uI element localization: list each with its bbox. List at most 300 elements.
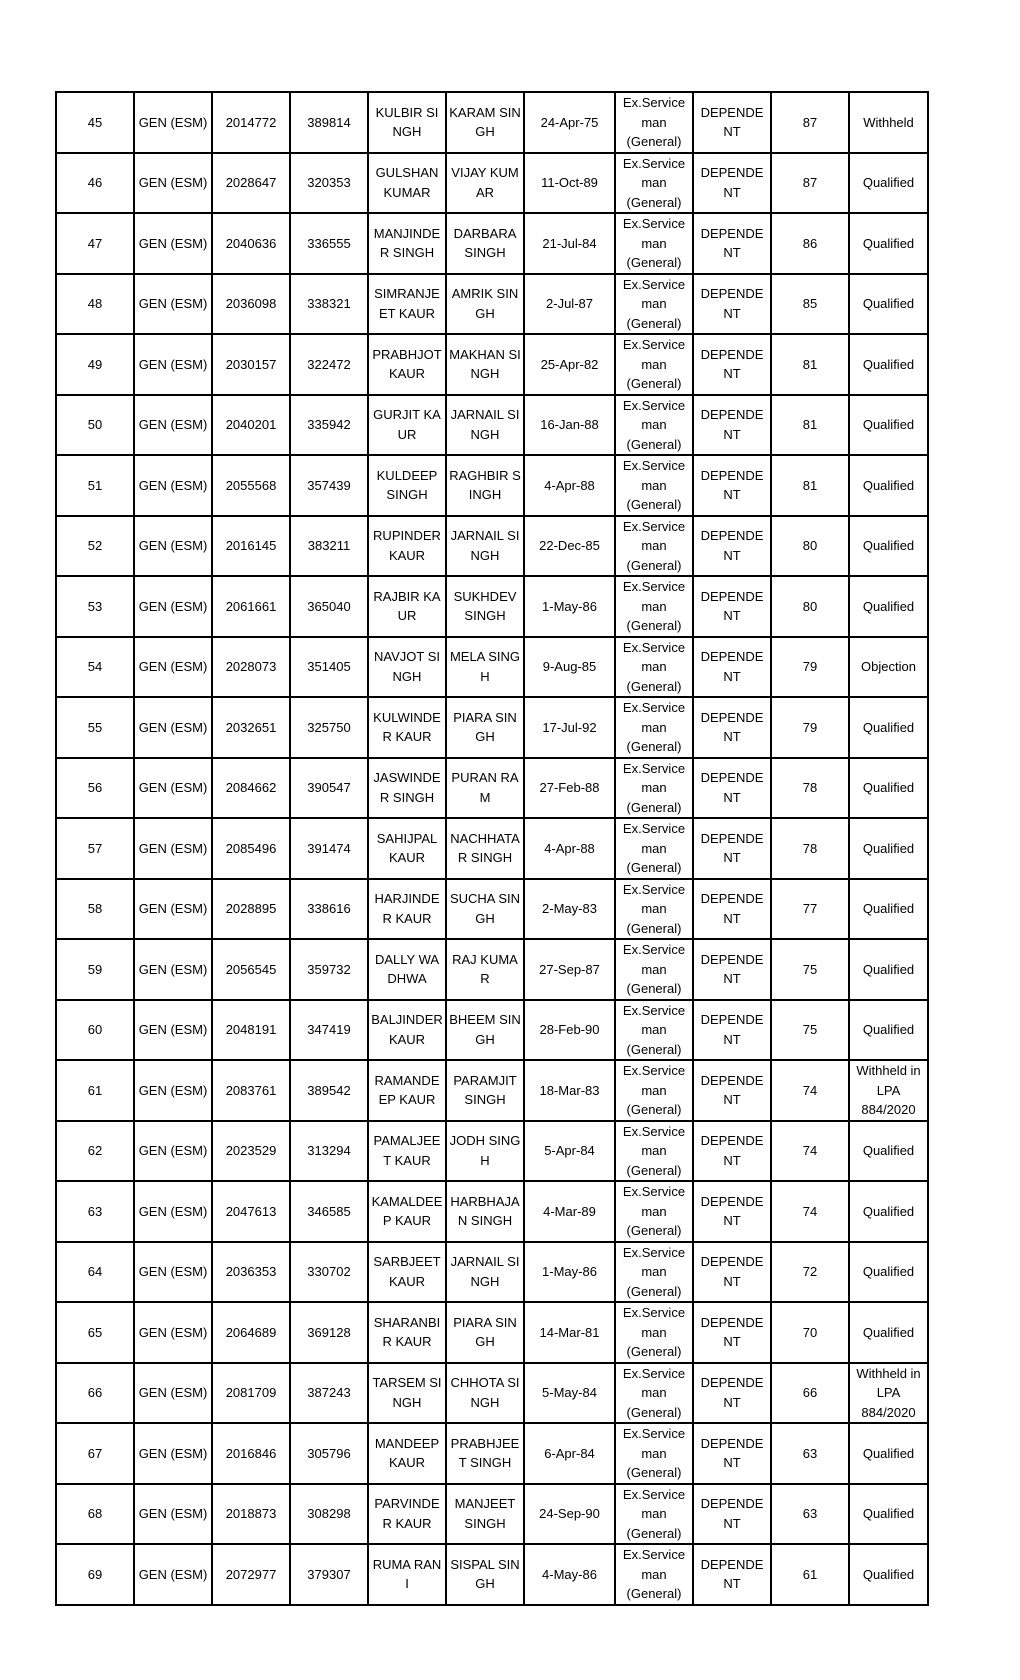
cell-dob: 22-Dec-85 [524, 516, 615, 577]
cell-category: GEN (ESM) [134, 818, 212, 879]
cell-marks: 63 [771, 1423, 849, 1484]
cell-quota: Ex.Service man (General) [615, 1544, 693, 1605]
cell-type: DEPENDENT [693, 274, 771, 335]
cell-roll-no: 2072977 [212, 1544, 290, 1605]
cell-name: SAHIJPAL KAUR [368, 818, 446, 879]
table-row [56, 939, 928, 1000]
cell-sr-no: 46 [56, 153, 134, 214]
cell-category: GEN (ESM) [134, 1242, 212, 1303]
cell-quota: Ex.Service man (General) [615, 1000, 693, 1061]
cell-name: TARSEM SINGH [368, 1363, 446, 1424]
cell-marks: 75 [771, 939, 849, 1000]
cell-marks: 80 [771, 576, 849, 637]
result-table-body [56, 92, 928, 1605]
cell-dob: 4-May-86 [524, 1544, 615, 1605]
cell-type: DEPENDENT [693, 334, 771, 395]
cell-marks: 78 [771, 818, 849, 879]
cell-sr-no: 68 [56, 1484, 134, 1545]
cell-dob: 24-Apr-75 [524, 92, 615, 153]
table-row [56, 274, 928, 335]
cell-application-no: 347419 [290, 1000, 368, 1061]
cell-quota: Ex.Service man (General) [615, 1484, 693, 1545]
cell-name: PAMALJEET KAUR [368, 1121, 446, 1182]
cell-father-name: PARAMJIT SINGH [446, 1060, 524, 1121]
cell-dob: 5-May-84 [524, 1363, 615, 1424]
cell-category: GEN (ESM) [134, 1060, 212, 1121]
cell-status: Withheld [849, 92, 928, 153]
cell-father-name: VIJAY KUMAR [446, 153, 524, 214]
cell-type: DEPENDENT [693, 939, 771, 1000]
cell-sr-no: 65 [56, 1302, 134, 1363]
cell-name: MANDEEP KAUR [368, 1423, 446, 1484]
cell-marks: 87 [771, 92, 849, 153]
cell-father-name: JARNAIL SINGH [446, 516, 524, 577]
cell-roll-no: 2056545 [212, 939, 290, 1000]
cell-status: Qualified [849, 1121, 928, 1182]
cell-category: GEN (ESM) [134, 576, 212, 637]
cell-status: Withheld in LPA 884/2020 [849, 1363, 928, 1424]
cell-dob: 28-Feb-90 [524, 1000, 615, 1061]
cell-name: GURJIT KAUR [368, 395, 446, 456]
cell-sr-no: 66 [56, 1363, 134, 1424]
cell-category: GEN (ESM) [134, 334, 212, 395]
cell-sr-no: 52 [56, 516, 134, 577]
cell-quota: Ex.Service man (General) [615, 939, 693, 1000]
cell-category: GEN (ESM) [134, 274, 212, 335]
cell-name: SARBJEET KAUR [368, 1242, 446, 1303]
table-row [56, 1302, 928, 1363]
cell-application-no: 322472 [290, 334, 368, 395]
cell-name: RUPINDER KAUR [368, 516, 446, 577]
cell-application-no: 325750 [290, 697, 368, 758]
cell-dob: 6-Apr-84 [524, 1423, 615, 1484]
cell-application-no: 359732 [290, 939, 368, 1000]
cell-sr-no: 58 [56, 879, 134, 940]
cell-application-no: 351405 [290, 637, 368, 698]
cell-status: Qualified [849, 939, 928, 1000]
table-row [56, 576, 928, 637]
cell-category: GEN (ESM) [134, 939, 212, 1000]
cell-roll-no: 2040636 [212, 213, 290, 274]
cell-type: DEPENDENT [693, 576, 771, 637]
cell-quota: Ex.Service man (General) [615, 576, 693, 637]
cell-sr-no: 61 [56, 1060, 134, 1121]
cell-quota: Ex.Service man (General) [615, 1121, 693, 1182]
cell-father-name: MAKHAN SINGH [446, 334, 524, 395]
cell-roll-no: 2028073 [212, 637, 290, 698]
cell-type: DEPENDENT [693, 395, 771, 456]
cell-dob: 21-Jul-84 [524, 213, 615, 274]
cell-father-name: MANJEET SINGH [446, 1484, 524, 1545]
cell-name: KULDEEP SINGH [368, 455, 446, 516]
cell-father-name: RAGHBIR SINGH [446, 455, 524, 516]
cell-sr-no: 56 [56, 758, 134, 819]
cell-quota: Ex.Service man (General) [615, 1302, 693, 1363]
cell-dob: 1-May-86 [524, 576, 615, 637]
cell-father-name: KARAM SINGH [446, 92, 524, 153]
cell-name: DALLY WADHWA [368, 939, 446, 1000]
cell-father-name: JODH SINGH [446, 1121, 524, 1182]
cell-dob: 2-May-83 [524, 879, 615, 940]
cell-status: Qualified [849, 213, 928, 274]
table-row [56, 153, 928, 214]
cell-quota: Ex.Service man (General) [615, 1423, 693, 1484]
cell-sr-no: 55 [56, 697, 134, 758]
cell-roll-no: 2014772 [212, 92, 290, 153]
cell-father-name: BHEEM SINGH [446, 1000, 524, 1061]
cell-status: Qualified [849, 879, 928, 940]
cell-type: DEPENDENT [693, 758, 771, 819]
cell-status: Objection [849, 637, 928, 698]
cell-application-no: 320353 [290, 153, 368, 214]
cell-application-no: 383211 [290, 516, 368, 577]
cell-type: DEPENDENT [693, 1302, 771, 1363]
cell-category: GEN (ESM) [134, 758, 212, 819]
cell-name: KULBIR SINGH [368, 92, 446, 153]
cell-category: GEN (ESM) [134, 455, 212, 516]
cell-sr-no: 50 [56, 395, 134, 456]
cell-father-name: AMRIK SINGH [446, 274, 524, 335]
cell-marks: 66 [771, 1363, 849, 1424]
cell-type: DEPENDENT [693, 1242, 771, 1303]
cell-name: KAMALDEEP KAUR [368, 1181, 446, 1242]
cell-name: SIMRANJEET KAUR [368, 274, 446, 335]
cell-application-no: 389814 [290, 92, 368, 153]
cell-dob: 27-Feb-88 [524, 758, 615, 819]
cell-roll-no: 2023529 [212, 1121, 290, 1182]
cell-roll-no: 2040201 [212, 395, 290, 456]
cell-dob: 4-Apr-88 [524, 818, 615, 879]
cell-type: DEPENDENT [693, 1060, 771, 1121]
cell-application-no: 391474 [290, 818, 368, 879]
cell-dob: 14-Mar-81 [524, 1302, 615, 1363]
cell-name: NAVJOT SINGH [368, 637, 446, 698]
cell-dob: 25-Apr-82 [524, 334, 615, 395]
cell-type: DEPENDENT [693, 455, 771, 516]
cell-marks: 80 [771, 516, 849, 577]
cell-category: GEN (ESM) [134, 1423, 212, 1484]
cell-marks: 81 [771, 455, 849, 516]
cell-quota: Ex.Service man (General) [615, 213, 693, 274]
cell-name: PARVINDER KAUR [368, 1484, 446, 1545]
cell-roll-no: 2032651 [212, 697, 290, 758]
table-row [56, 92, 928, 153]
result-table [55, 91, 929, 1606]
cell-quota: Ex.Service man (General) [615, 637, 693, 698]
cell-sr-no: 59 [56, 939, 134, 1000]
cell-type: DEPENDENT [693, 1363, 771, 1424]
cell-marks: 74 [771, 1181, 849, 1242]
cell-dob: 4-Apr-88 [524, 455, 615, 516]
cell-type: DEPENDENT [693, 92, 771, 153]
cell-sr-no: 69 [56, 1544, 134, 1605]
cell-father-name: SUCHA SINGH [446, 879, 524, 940]
table-row [56, 1363, 928, 1424]
cell-name: BALJINDER KAUR [368, 1000, 446, 1061]
cell-father-name: SISPAL SINGH [446, 1544, 524, 1605]
cell-quota: Ex.Service man (General) [615, 879, 693, 940]
cell-application-no: 330702 [290, 1242, 368, 1303]
cell-quota: Ex.Service man (General) [615, 334, 693, 395]
table-row [56, 1060, 928, 1121]
cell-status: Qualified [849, 153, 928, 214]
cell-quota: Ex.Service man (General) [615, 153, 693, 214]
cell-type: DEPENDENT [693, 213, 771, 274]
cell-category: GEN (ESM) [134, 92, 212, 153]
cell-marks: 81 [771, 334, 849, 395]
table-row [56, 1121, 928, 1182]
cell-application-no: 338321 [290, 274, 368, 335]
cell-sr-no: 45 [56, 92, 134, 153]
cell-marks: 77 [771, 879, 849, 940]
cell-marks: 78 [771, 758, 849, 819]
cell-dob: 9-Aug-85 [524, 637, 615, 698]
cell-sr-no: 49 [56, 334, 134, 395]
cell-dob: 2-Jul-87 [524, 274, 615, 335]
cell-sr-no: 67 [56, 1423, 134, 1484]
cell-dob: 24-Sep-90 [524, 1484, 615, 1545]
cell-father-name: PIARA SINGH [446, 697, 524, 758]
cell-dob: 27-Sep-87 [524, 939, 615, 1000]
cell-category: GEN (ESM) [134, 153, 212, 214]
cell-sr-no: 63 [56, 1181, 134, 1242]
cell-father-name: HARBHAJAN SINGH [446, 1181, 524, 1242]
cell-dob: 4-Mar-89 [524, 1181, 615, 1242]
cell-category: GEN (ESM) [134, 1302, 212, 1363]
cell-quota: Ex.Service man (General) [615, 1181, 693, 1242]
cell-roll-no: 2036098 [212, 274, 290, 335]
cell-dob: 18-Mar-83 [524, 1060, 615, 1121]
cell-type: DEPENDENT [693, 1000, 771, 1061]
cell-application-no: 335942 [290, 395, 368, 456]
cell-type: DEPENDENT [693, 516, 771, 577]
cell-marks: 81 [771, 395, 849, 456]
cell-name: RAJBIR KAUR [368, 576, 446, 637]
cell-category: GEN (ESM) [134, 516, 212, 577]
cell-roll-no: 2083761 [212, 1060, 290, 1121]
cell-status: Qualified [849, 395, 928, 456]
cell-name: HARJINDER KAUR [368, 879, 446, 940]
cell-roll-no: 2085496 [212, 818, 290, 879]
cell-roll-no: 2084662 [212, 758, 290, 819]
cell-category: GEN (ESM) [134, 1544, 212, 1605]
cell-dob: 16-Jan-88 [524, 395, 615, 456]
cell-father-name: JARNAIL SINGH [446, 395, 524, 456]
table-row [56, 637, 928, 698]
cell-sr-no: 57 [56, 818, 134, 879]
cell-roll-no: 2028895 [212, 879, 290, 940]
cell-name: RUMA RANI [368, 1544, 446, 1605]
cell-marks: 79 [771, 697, 849, 758]
cell-roll-no: 2064689 [212, 1302, 290, 1363]
cell-status: Qualified [849, 758, 928, 819]
cell-application-no: 338616 [290, 879, 368, 940]
cell-roll-no: 2016846 [212, 1423, 290, 1484]
cell-father-name: MELA SINGH [446, 637, 524, 698]
cell-type: DEPENDENT [693, 879, 771, 940]
cell-quota: Ex.Service man (General) [615, 455, 693, 516]
cell-sr-no: 48 [56, 274, 134, 335]
cell-application-no: 336555 [290, 213, 368, 274]
cell-sr-no: 51 [56, 455, 134, 516]
cell-marks: 61 [771, 1544, 849, 1605]
cell-type: DEPENDENT [693, 818, 771, 879]
cell-sr-no: 47 [56, 213, 134, 274]
cell-status: Qualified [849, 697, 928, 758]
cell-father-name: JARNAIL SINGH [446, 1242, 524, 1303]
table-row [56, 1242, 928, 1303]
cell-marks: 74 [771, 1121, 849, 1182]
cell-dob: 11-Oct-89 [524, 153, 615, 214]
cell-father-name: PRABHJEET SINGH [446, 1423, 524, 1484]
cell-application-no: 365040 [290, 576, 368, 637]
cell-name: PRABHJOT KAUR [368, 334, 446, 395]
cell-quota: Ex.Service man (General) [615, 1363, 693, 1424]
cell-status: Qualified [849, 1302, 928, 1363]
cell-dob: 17-Jul-92 [524, 697, 615, 758]
cell-type: DEPENDENT [693, 637, 771, 698]
cell-application-no: 305796 [290, 1423, 368, 1484]
cell-status: Qualified [849, 1181, 928, 1242]
cell-sr-no: 64 [56, 1242, 134, 1303]
cell-status: Qualified [849, 1000, 928, 1061]
cell-name: GULSHAN KUMAR [368, 153, 446, 214]
cell-marks: 75 [771, 1000, 849, 1061]
cell-application-no: 313294 [290, 1121, 368, 1182]
cell-category: GEN (ESM) [134, 1121, 212, 1182]
cell-application-no: 357439 [290, 455, 368, 516]
cell-name: SHARANBIR KAUR [368, 1302, 446, 1363]
cell-marks: 87 [771, 153, 849, 214]
cell-category: GEN (ESM) [134, 1000, 212, 1061]
cell-application-no: 369128 [290, 1302, 368, 1363]
cell-roll-no: 2047613 [212, 1181, 290, 1242]
cell-application-no: 390547 [290, 758, 368, 819]
cell-category: GEN (ESM) [134, 697, 212, 758]
cell-marks: 79 [771, 637, 849, 698]
cell-category: GEN (ESM) [134, 213, 212, 274]
cell-father-name: PIARA SINGH [446, 1302, 524, 1363]
table-row [56, 334, 928, 395]
cell-status: Qualified [849, 516, 928, 577]
cell-name: MANJINDER SINGH [368, 213, 446, 274]
cell-quota: Ex.Service man (General) [615, 516, 693, 577]
cell-marks: 72 [771, 1242, 849, 1303]
cell-status: Withheld in LPA 884/2020 [849, 1060, 928, 1121]
cell-quota: Ex.Service man (General) [615, 1242, 693, 1303]
cell-roll-no: 2016145 [212, 516, 290, 577]
cell-type: DEPENDENT [693, 1181, 771, 1242]
cell-father-name: CHHOTA SINGH [446, 1363, 524, 1424]
table-row [56, 455, 928, 516]
cell-quota: Ex.Service man (General) [615, 1060, 693, 1121]
cell-name: JASWINDER SINGH [368, 758, 446, 819]
cell-type: DEPENDENT [693, 1423, 771, 1484]
cell-sr-no: 62 [56, 1121, 134, 1182]
cell-status: Qualified [849, 1242, 928, 1303]
cell-marks: 85 [771, 274, 849, 335]
cell-category: GEN (ESM) [134, 1363, 212, 1424]
cell-status: Qualified [849, 334, 928, 395]
cell-status: Qualified [849, 818, 928, 879]
cell-dob: 1-May-86 [524, 1242, 615, 1303]
cell-father-name: SUKHDEV SINGH [446, 576, 524, 637]
cell-roll-no: 2048191 [212, 1000, 290, 1061]
cell-category: GEN (ESM) [134, 879, 212, 940]
cell-marks: 63 [771, 1484, 849, 1545]
cell-status: Qualified [849, 274, 928, 335]
cell-type: DEPENDENT [693, 1484, 771, 1545]
cell-sr-no: 60 [56, 1000, 134, 1061]
cell-roll-no: 2036353 [212, 1242, 290, 1303]
cell-sr-no: 54 [56, 637, 134, 698]
table-row [56, 1181, 928, 1242]
cell-type: DEPENDENT [693, 153, 771, 214]
cell-status: Qualified [849, 1544, 928, 1605]
cell-status: Qualified [849, 455, 928, 516]
cell-type: DEPENDENT [693, 1544, 771, 1605]
table-row [56, 1000, 928, 1061]
cell-quota: Ex.Service man (General) [615, 818, 693, 879]
cell-father-name: RAJ KUMAR [446, 939, 524, 1000]
cell-roll-no: 2018873 [212, 1484, 290, 1545]
cell-application-no: 346585 [290, 1181, 368, 1242]
table-row [56, 818, 928, 879]
table-row [56, 395, 928, 456]
table-row [56, 1423, 928, 1484]
cell-application-no: 379307 [290, 1544, 368, 1605]
cell-father-name: DARBARA SINGH [446, 213, 524, 274]
cell-quota: Ex.Service man (General) [615, 395, 693, 456]
cell-marks: 74 [771, 1060, 849, 1121]
cell-application-no: 389542 [290, 1060, 368, 1121]
cell-type: DEPENDENT [693, 697, 771, 758]
cell-application-no: 308298 [290, 1484, 368, 1545]
cell-roll-no: 2081709 [212, 1363, 290, 1424]
cell-dob: 5-Apr-84 [524, 1121, 615, 1182]
cell-quota: Ex.Service man (General) [615, 274, 693, 335]
cell-sr-no: 53 [56, 576, 134, 637]
cell-quota: Ex.Service man (General) [615, 697, 693, 758]
table-row [56, 697, 928, 758]
cell-roll-no: 2028647 [212, 153, 290, 214]
cell-status: Qualified [849, 576, 928, 637]
cell-marks: 70 [771, 1302, 849, 1363]
cell-father-name: NACHHATAR SINGH [446, 818, 524, 879]
cell-roll-no: 2055568 [212, 455, 290, 516]
cell-application-no: 387243 [290, 1363, 368, 1424]
cell-category: GEN (ESM) [134, 395, 212, 456]
cell-type: DEPENDENT [693, 1121, 771, 1182]
table-row [56, 879, 928, 940]
cell-quota: Ex.Service man (General) [615, 758, 693, 819]
cell-category: GEN (ESM) [134, 1484, 212, 1545]
cell-name: KULWINDER KAUR [368, 697, 446, 758]
table-row [56, 758, 928, 819]
cell-status: Qualified [849, 1484, 928, 1545]
table-row [56, 213, 928, 274]
cell-name: RAMANDEEP KAUR [368, 1060, 446, 1121]
table-row [56, 1544, 928, 1605]
cell-roll-no: 2061661 [212, 576, 290, 637]
cell-marks: 86 [771, 213, 849, 274]
table-row [56, 516, 928, 577]
cell-category: GEN (ESM) [134, 637, 212, 698]
cell-category: GEN (ESM) [134, 1181, 212, 1242]
cell-roll-no: 2030157 [212, 334, 290, 395]
cell-father-name: PURAN RAM [446, 758, 524, 819]
cell-status: Qualified [849, 1423, 928, 1484]
